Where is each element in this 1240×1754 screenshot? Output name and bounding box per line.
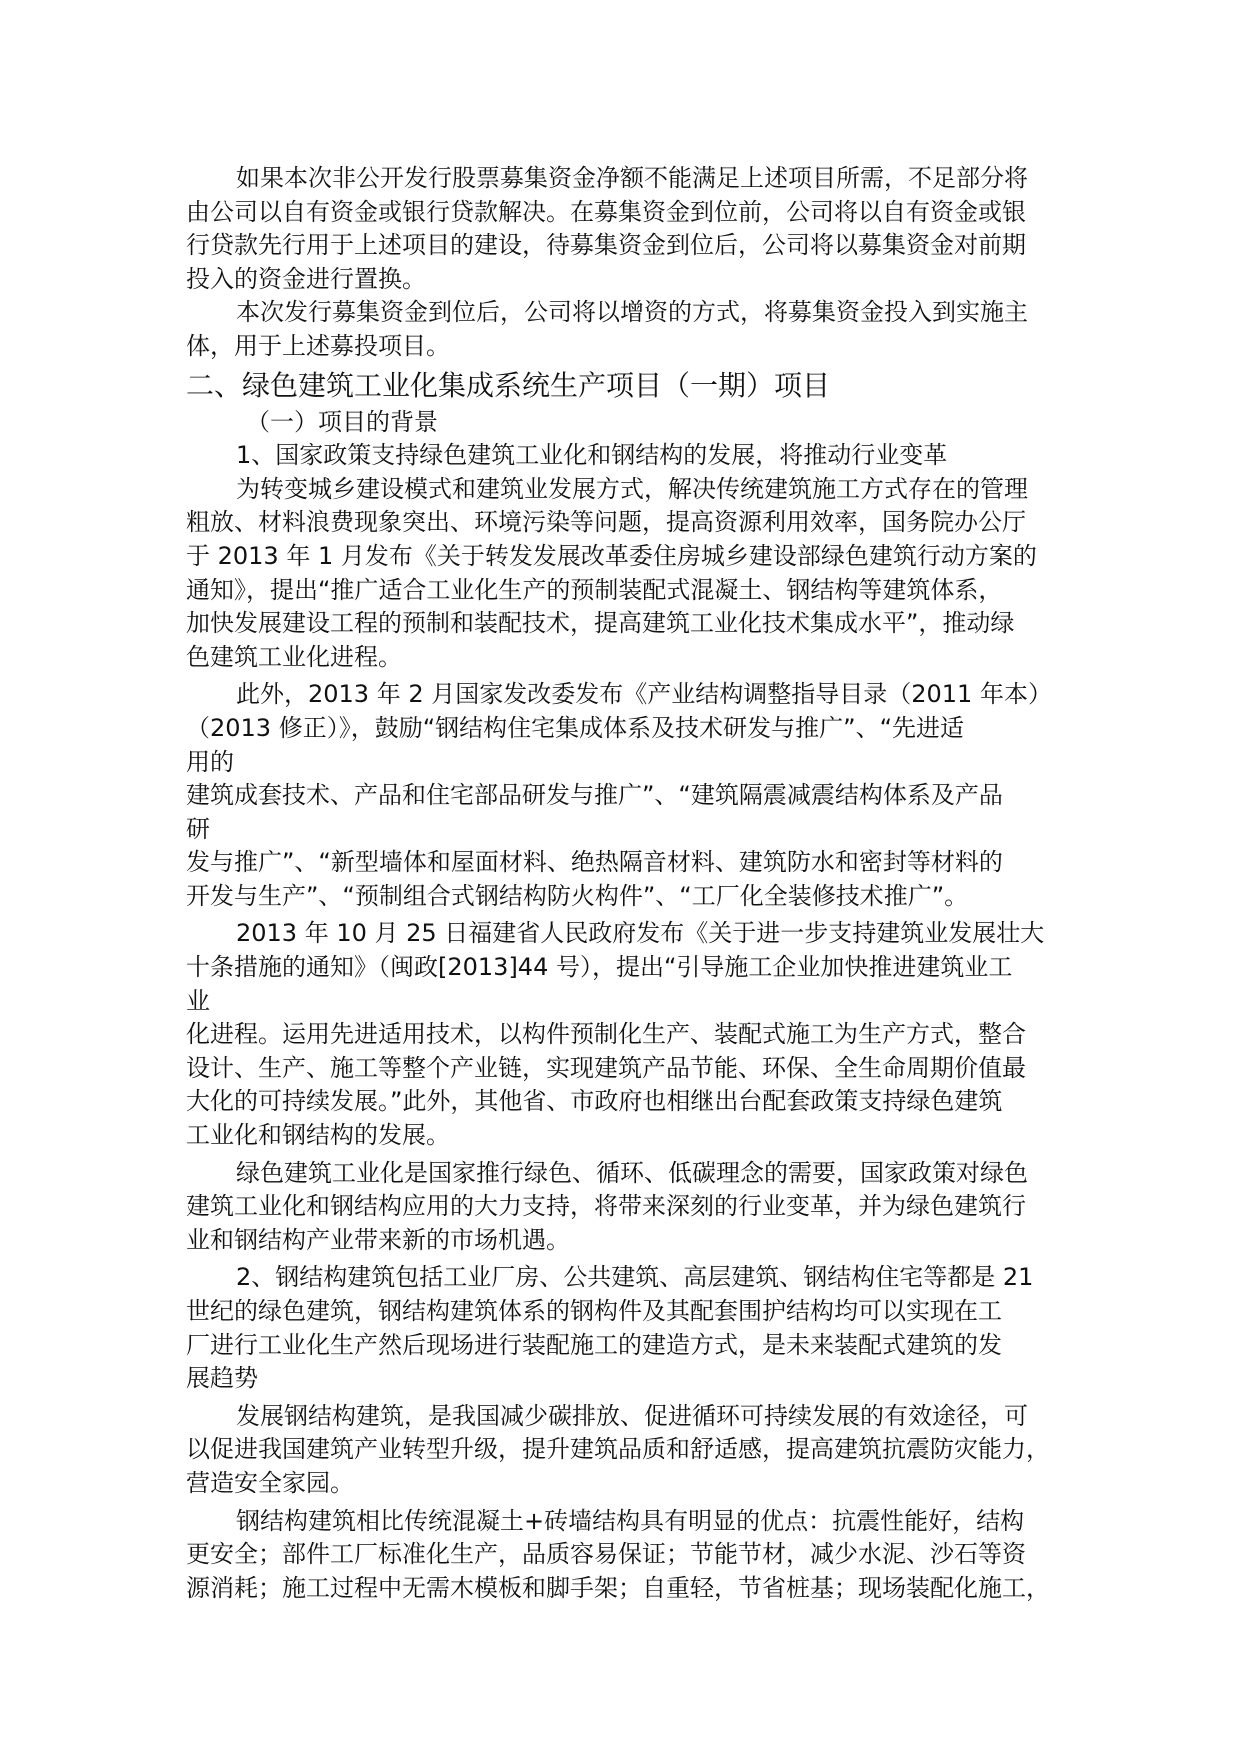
text-line: 用的 [186,747,234,776]
text-line: 加快发展建设工程的预制和装配技术，提高建筑工业化技术集成水平”，推动绿 [186,609,1015,638]
subsection-heading: （一）项目的背景 [246,407,438,436]
text-line: 建筑成套技术、产品和住宅部品研发与推广”、“建筑隔震减震结构体系及产品 [186,781,1003,810]
text-line: 十条措施的通知》（闽政[2013]44 号），提出“引导施工企业加快推进建筑业工 [186,953,1013,982]
text-line: 源消耗；施工过程中无需木模板和脚手架；自重轻，节省桩基；现场装配化施工， [186,1573,1050,1602]
text-line: 研 [186,814,210,843]
text-line: 2013 年 10 月 25 日福建省人民政府发布《关于进一步支持建筑业发展壮大 [236,919,1045,948]
paragraph-ndrc-catalog [186,678,1070,913]
text-line: 为转变城乡建设模式和建筑业发展方式，解决传统建筑施工方式存在的管理 [236,474,1028,503]
text-line: 发与推广”、“新型墙体和屋面材料、绝热隔音材料、建筑防水和密封等材料的 [186,848,1003,877]
text-line: 此外，2013 年 2 月国家发改委发布《产业结构调整指导目录（2011 年本） [236,680,1052,709]
paragraph-steel-advantages [186,1505,1070,1606]
text-line: 通知》，提出“推广适合工业化生产的预制装配式混凝土、钢结构等建筑体系， [186,575,1003,604]
text-line: 工业化和钢结构的发展。 [186,1121,450,1150]
paragraph-green-industrialization [186,1157,1070,1258]
paragraph-state-council-notice [186,473,1070,675]
text-line: 以促进我国建筑产业转型升级，提升建筑品质和舒适感，提高建筑抗震防灾能力， [186,1435,1050,1464]
section-heading: 二、绿色建筑工业化集成系统生产项目（一期）项目 [186,368,831,402]
text-line: 建筑工业化和钢结构应用的大力支持，将带来深刻的行业变革，并为绿色建筑行 [186,1192,1026,1221]
text-line: 2、钢结构建筑包括工业厂房、公共建筑、高层建筑、钢结构住宅等都是 21 [236,1263,1034,1292]
paragraph-capital-increase [186,296,1070,363]
document-page [186,162,1070,1605]
text-line: 业和钢结构产业带来新的市场机遇。 [186,1225,570,1254]
text-line: 本次发行募集资金到位后，公司将以增资的方式，将募集资金投入到实施主 [236,298,1028,327]
text-line: 大化的可持续发展。”此外，其他省、市政府也相继出台配套政策支持绿色建筑 [186,1087,1003,1116]
text-line: 绿色建筑工业化是国家推行绿色、循环、低碳理念的需要，国家政策对绿色 [236,1158,1028,1187]
text-line: 由公司以自有资金或银行贷款解决。在募集资金到位前，公司将以自有资金或银 [186,197,1026,226]
text-line: 开发与生产”、“预制组合式钢结构防火构件”、“工厂化全装修技术推广”。 [186,881,969,910]
text-line: 业 [186,986,210,1015]
text-line: 粗放、材料浪费现象突出、环境污染等问题，提高资源利用效率，国务院办公厅 [186,508,1026,537]
text-line: 展趋势 [186,1364,258,1393]
text-line: 体，用于上述募投项目。 [186,331,450,360]
paragraph-point-2 [186,1261,1070,1395]
text-line: 发展钢结构建筑，是我国减少碳排放、促进循环可持续发展的有效途径，可 [236,1401,1028,1430]
text-line: 如果本次非公开发行股票募集资金净额不能满足上述项目所需，不足部分将 [236,164,1028,192]
text-line: 于 2013 年 1 月发布《关于转发发展改革委住房城乡建设部绿色建筑行动方案的 [186,541,1037,570]
text-line: 世纪的绿色建筑，钢结构建筑体系的钢构件及其配套围护结构均可以实现在工 [186,1297,1002,1325]
text-line: 更安全；部件工厂标准化生产，品质容易保证；节能节材，减少水泥、沙石等资 [186,1540,1026,1569]
text-line: 色建筑工业化进程。 [186,642,402,671]
text-line: 设计、生产、施工等整个产业链，实现建筑产品节能、环保、全生命周期价值最 [186,1053,1026,1082]
paragraph-develop-steel-structure [186,1400,1070,1501]
paragraph-funding-shortfall [186,162,1070,296]
text-line: 投入的资金进行置换。 [186,264,426,293]
paragraph-fujian-measures [186,917,1070,1152]
point-1-title: 1、国家政策支持绿色建筑工业化和钢结构的发展，将推动行业变革 [236,441,948,470]
text-line: 营造安全家园。 [186,1468,354,1497]
text-line: 厂进行工业化生产然后现场进行装配施工的建造方式，是未来装配式建筑的发 [186,1330,1002,1359]
text-line: 行贷款先行用于上述项目的建设，待募集资金到位后，公司将以募集资金对前期 [186,231,1026,260]
text-line: 钢结构建筑相比传统混凝土+砖墙结构具有明显的优点：抗震性能好，结构 [236,1506,1025,1535]
text-line: （2013 修正）》，鼓励“钢结构住宅集成体系及技术研发与推广”、“先进适 [186,713,965,742]
text-line: 化进程。运用先进适用技术，以构件预制化生产、装配式施工为生产方式，整合 [186,1020,1026,1049]
